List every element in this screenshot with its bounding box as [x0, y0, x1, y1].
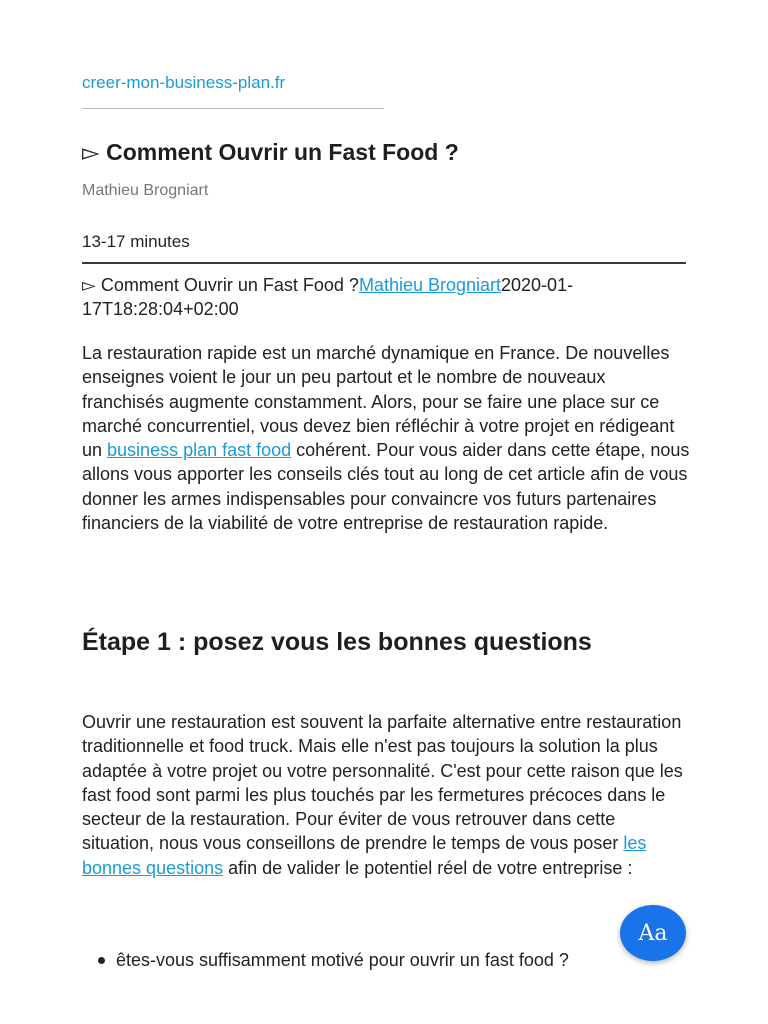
- meta-timestamp: 2020-01-17T18:28:04+02:00: [82, 275, 574, 319]
- intro-text-before: La restauration rapide est un marché dynamique en France. De nouvelles enseignes voient le jour un peu partout et le nombre de nouveaux franchisés augmente constamment. Alors, pour se faire une place sur ce marché concurrentiel, vous devez bien réfléchir à votre projet en rédigeant un: [82, 343, 675, 461]
- questions-list: [82, 948, 692, 972]
- meta-author-link[interactable]: Mathieu Brogniart: [358, 275, 502, 295]
- section-paragraph: [82, 710, 692, 880]
- domain-divider: [82, 108, 384, 109]
- section-text-after: afin de valider le potentiel réel de votre entreprise :: [223, 857, 633, 878]
- section-text-before: Ouvrir une restauration est souvent la parfaite alternative entre restauration traditionnelle et food truck. Mais elle n'est pas toujours la solution la plus adaptée à votre projet ou votre personnalité. C'est pour cette raison que les fast food sont parmi les plus touchés par les fermetures précoces dans le secteur de la restauration. Pour éviter de vous retrouver dans cette situation, nous vous conseillons de prendre le temps de vous poser: [82, 712, 683, 854]
- site-domain-link[interactable]: creer-mon-business-plan.fr: [82, 73, 286, 92]
- article-author: Mathieu Brogniart: [82, 182, 209, 199]
- read-time: 13-17 minutes: [82, 232, 190, 251]
- bonnes-questions-link[interactable]: les bonnes questions: [82, 833, 647, 878]
- section-heading: Étape 1 : posez vous les bonnes questions: [82, 628, 592, 656]
- article-title: ▻ Comment Ouvrir un Fast Food ?: [82, 139, 459, 165]
- meta-title: ▻ Comment Ouvrir un Fast Food ?: [82, 275, 359, 295]
- business-plan-link[interactable]: business plan fast food: [107, 440, 292, 461]
- bullet-icon: [98, 957, 105, 964]
- list-item: [82, 948, 692, 972]
- intro-text-after: cohérent. Pour vous aider dans cette étape, nous allons vous apporter les conseils clés tout au long de cet article afin de vous donner les armes indispensables pour convaincre vos futurs partenaires financiers de la viabilité de votre entreprise de restauration rapide.: [82, 440, 690, 534]
- text-size-button[interactable]: Aa: [620, 905, 686, 961]
- intro-paragraph: [82, 341, 692, 535]
- article-meta: [82, 273, 686, 321]
- header-divider: [82, 262, 686, 264]
- list-item-text: êtes-vous suffisamment motivé pour ouvrir un fast food ?: [116, 950, 569, 970]
